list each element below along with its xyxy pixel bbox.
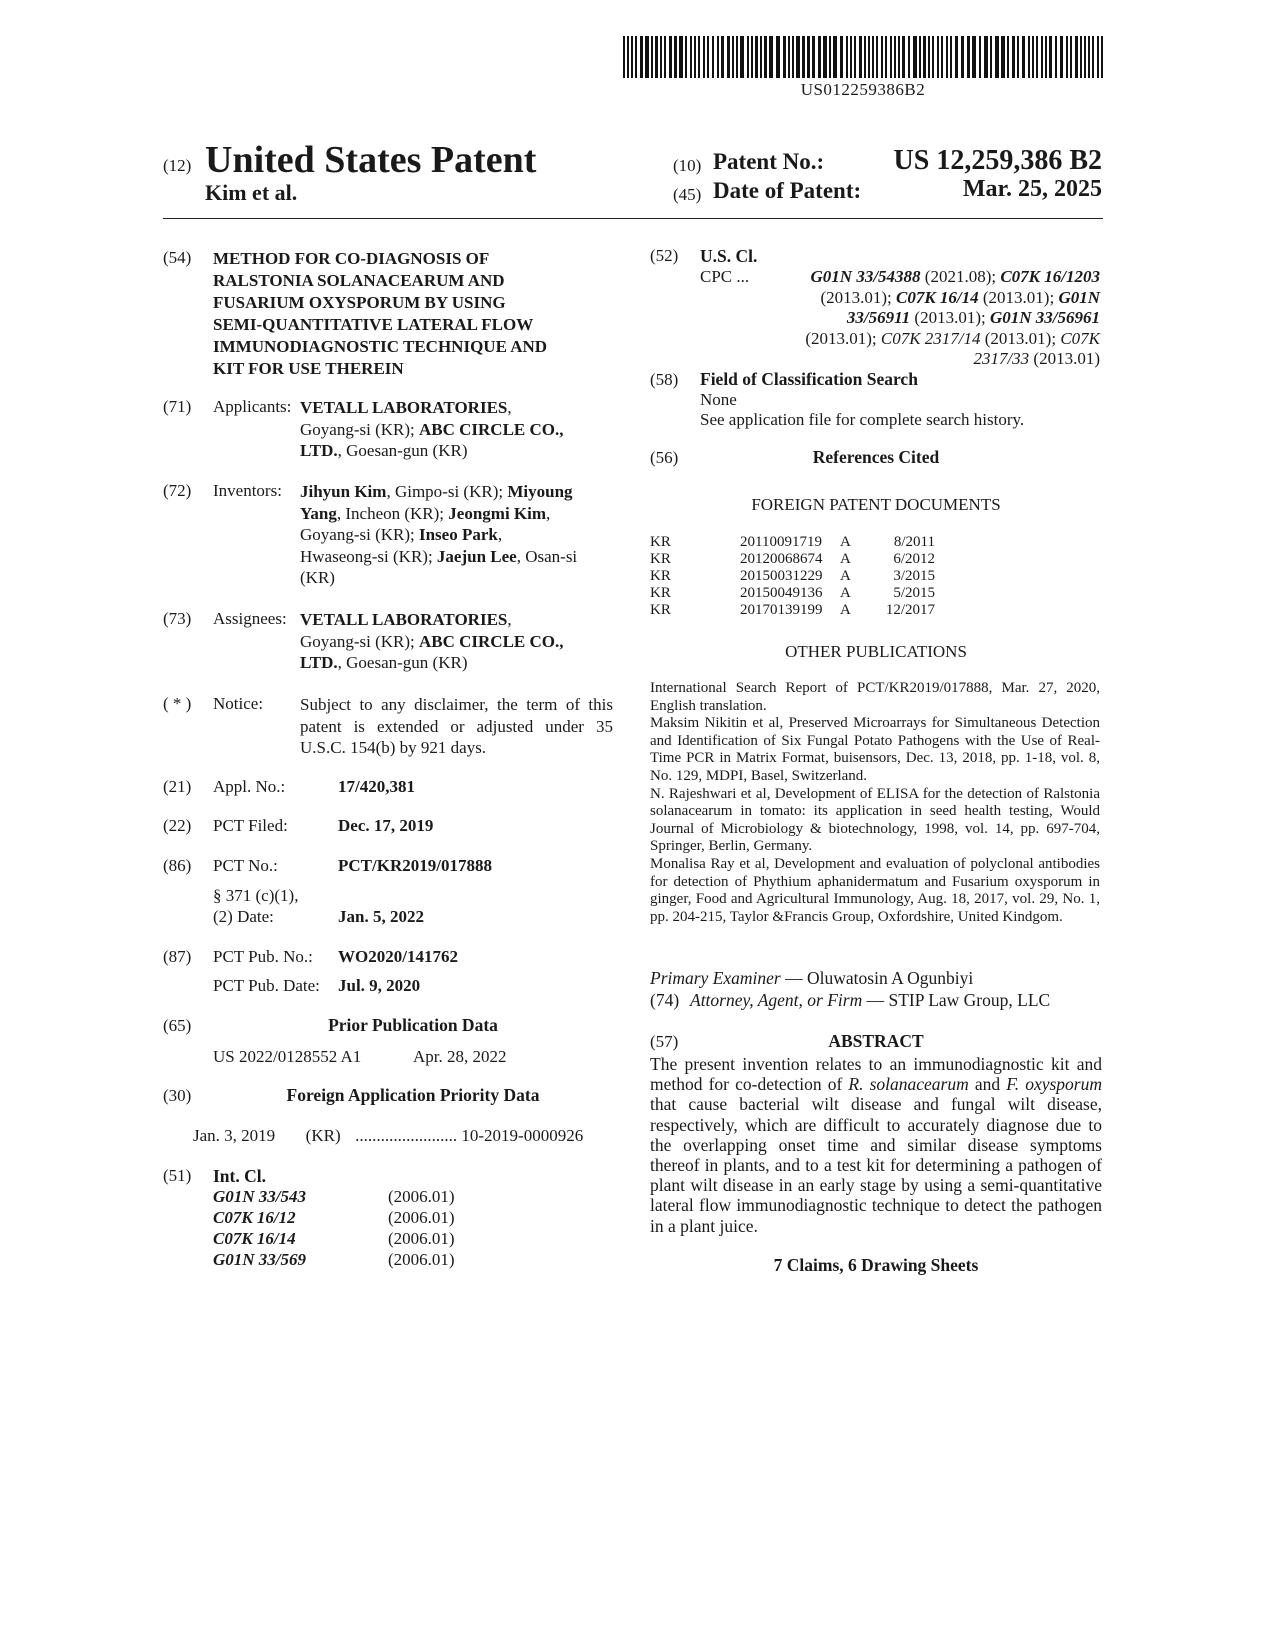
barcode-bar: [727, 36, 730, 78]
barcode-bar: [1066, 36, 1068, 78]
barcode-bar: [685, 36, 687, 78]
barcode-bar: [919, 36, 921, 78]
applicants-code: (71): [163, 397, 192, 416]
barcode-bar: [655, 36, 658, 78]
barcode-bar: [736, 36, 738, 78]
assignees-code: (73): [163, 609, 192, 628]
barcode-bar: [955, 36, 958, 78]
foreign-doc-row: KR 20150049136 A 5/2015: [650, 585, 935, 601]
barcode-bar: [829, 36, 831, 78]
pct-pub-date-label: PCT Pub. Date:: [213, 976, 320, 995]
pct-no-label: PCT No.:: [213, 856, 278, 875]
int-cl-row: G01N 33/569 (2006.01): [213, 1250, 455, 1269]
barcode-bar: [703, 36, 705, 78]
barcode-bar: [1060, 36, 1063, 78]
foreign-doc-row: KR 20110091719 A 8/2011: [650, 534, 935, 550]
other-publications: [650, 680, 1100, 926]
publication-entry: International Search Report of PCT/KR2019/017888, Mar. 27, 2020, English translation.: [650, 680, 1100, 714]
assignees-value: VETALL LABORATORIES, Goyang-si (KR); ABC CIRCLE CO., LTD., Goesan-gun (KR): [300, 610, 564, 672]
barcode-bar: [712, 36, 714, 78]
barcode-bar: [707, 36, 709, 78]
barcode-bar: [717, 36, 719, 78]
field-search-note: See application file for complete search history.: [700, 410, 1025, 429]
us-cl-code: (52): [650, 246, 679, 265]
barcode-bar: [854, 36, 856, 78]
barcode-bar: [846, 36, 848, 78]
barcode-bar: [890, 36, 892, 78]
barcode-bar: [645, 36, 649, 78]
barcode-bar: [932, 36, 934, 78]
notice-label: Notice:: [213, 694, 264, 713]
appl-value: 17/420,381: [338, 777, 415, 796]
barcode-bar: [755, 36, 758, 78]
title-line: FUSARIUM OXYSPORUM BY USING: [213, 293, 506, 312]
publication-entry: Monalisa Ray et al, Development and evaluation of polyclonal antibodies for detection of Phythium aphanidermatum and Fusarium oxysporum in ginger, Food and Agricultural Immunology, Aug. 18, 2017, vol. 29, No. 1, pp. 204-215, Taylor &Francis Group, Oxfordshire, United Kindgom.: [650, 855, 1100, 925]
appl-code: (21): [163, 777, 192, 796]
int-cl-row: G01N 33/543 (2006.01): [213, 1187, 455, 1206]
barcode-bar: [679, 36, 683, 78]
inventor-name: Jihyun Kim: [300, 482, 387, 501]
foreign-doc-row: KR 20170139199 A 12/2017: [650, 602, 935, 618]
barcode-bar: [1045, 36, 1047, 78]
foreign-doc-row: KR 20150031229 A 3/2015: [650, 568, 935, 584]
inventors-label: Inventors:: [213, 481, 282, 500]
date-of-patent-label: Date of Patent:: [713, 178, 862, 203]
pct-no-value: PCT/KR2019/017888: [338, 856, 492, 875]
barcode-bar: [1036, 36, 1038, 78]
inventor-name: Jaejun Lee: [436, 546, 517, 566]
applicants-label: Applicants:: [213, 397, 292, 416]
int-cl-row: C07K 16/12 (2006.01): [213, 1208, 455, 1227]
title-line: IMMUNODIAGNOSTIC TECHNIQUE AND: [213, 337, 548, 356]
refs-code: (56): [650, 448, 679, 467]
kind-code-45: (45): [673, 185, 702, 204]
inventors-code: (72): [163, 481, 192, 500]
s371-line1: § 371 (c)(1),: [213, 886, 299, 905]
priority-country: (KR): [305, 1126, 341, 1145]
abstract-heading: ABSTRACT: [828, 1031, 924, 1051]
barcode-bar: [631, 36, 633, 78]
barcode-bar: [872, 36, 874, 78]
publication-entry: Maksim Nikitin et al, Preserved Microarrays for Simultaneous Detection and Identification of Six Fungal Potato Pathogens with the Use of Real-Time PCR in Matrix Format, buisensors, Dec. 13, 2018, pp. 1-18, vol. 8, No. 129, MDPI, Basel, Switzerland.: [650, 715, 1100, 784]
barcode-bar: [802, 36, 805, 78]
barcode-bar: [783, 36, 786, 78]
inventor-name: Miyoung: [507, 482, 573, 501]
abstract-text: The present invention relates to an immunodiagnostic kit and method for co-detection of R. solanacearum and F. oxysporum that cause bacterial wilt disease and fungal wilt disease, respectively, which are difficult to accurately diagnose due to the overlapping onset time and similar disease symptoms thereof in plants, and to a test kit for determining a pathogen of plant wilt disease in an early stage by using a semi-quantitative lateral flow immunodiagnostic technique to detect the pathogen in a plant juice.: [650, 1054, 1102, 1236]
barcode-bar: [674, 36, 677, 78]
inventor-name: Inseo Park: [418, 525, 498, 544]
kind-code-12: (12): [163, 156, 192, 175]
barcode-bar: [1007, 36, 1009, 78]
barcode-bar: [1101, 36, 1103, 78]
applicant-name: ABC CIRCLE CO.,: [418, 419, 564, 439]
pct-pub-label: PCT Pub. No.:: [213, 947, 313, 966]
barcode: [623, 36, 1103, 78]
barcode-number: US012259386B2: [800, 80, 926, 99]
applicant-name: VETALL LABORATORIES: [300, 398, 508, 417]
title-line: METHOD FOR CO-DIAGNOSIS OF: [213, 249, 490, 268]
barcode-bar: [660, 36, 662, 78]
barcode-bar: [751, 36, 753, 78]
patent-title-heading: United States Patent: [205, 139, 537, 181]
barcode-bar: [747, 36, 749, 78]
barcode-bar: [840, 36, 843, 78]
barcode-bar: [946, 36, 948, 78]
priority-number: 10-2019-0000926: [461, 1126, 584, 1145]
applicant-name: LTD.: [300, 441, 338, 460]
barcode-bar: [760, 36, 762, 78]
attorney-code: (74): [650, 990, 680, 1010]
barcode-bar: [1097, 36, 1099, 78]
title-code: (54): [163, 248, 192, 267]
barcode-bar: [776, 36, 780, 78]
publication-entry: N. Rajeshwari et al, Development of ELISA for the detection of Ralstonia solanacearum in tomato: its application in seed health testing, Would Journal of Microbiology & biotechnology, 1998, vol. 14, pp. 697-704, Springer, Berlin, Germany.: [650, 785, 1100, 855]
barcode-bar: [833, 36, 837, 78]
barcode-bar: [669, 36, 672, 78]
barcode-bar: [1028, 36, 1030, 78]
s371-line2: (2) Date:: [213, 907, 274, 926]
title-line: RALSTONIA SOLANACEARUM AND: [213, 271, 505, 290]
barcode-bar: [937, 36, 939, 78]
claims-summary: 7 Claims, 6 Drawing Sheets: [773, 1255, 979, 1275]
foreign-doc-row: KR 20120068674 A 6/2012: [650, 551, 935, 567]
prior-pub-code: (65): [163, 1016, 192, 1035]
s371-date: Jan. 5, 2022: [338, 907, 424, 926]
foreign-docs-heading: FOREIGN PATENT DOCUMENTS: [751, 495, 1001, 514]
barcode-bar: [908, 36, 910, 78]
barcode-bar: [1049, 36, 1052, 78]
barcode-bar: [1084, 36, 1086, 78]
patent-no-value: US 12,259,386 B2: [893, 145, 1102, 176]
inventor-name: Yang: [300, 503, 337, 523]
barcode-bar: [1070, 36, 1072, 78]
barcode-bar: [1088, 36, 1090, 78]
barcode-bar: [868, 36, 870, 78]
barcode-bar: [876, 36, 878, 78]
barcode-bar: [640, 36, 643, 78]
appl-label: Appl. No.:: [213, 777, 286, 796]
barcode-bar: [823, 36, 827, 78]
barcode-bar: [1001, 36, 1005, 78]
us-cl-heading: U.S. Cl.: [700, 246, 758, 266]
int-cl-code: (51): [163, 1166, 192, 1185]
barcode-bar: [984, 36, 988, 78]
barcode-bar: [812, 36, 815, 78]
barcode-bar: [950, 36, 952, 78]
foreign-priority-heading: Foreign Application Priority Data: [286, 1085, 540, 1105]
invention-title: [213, 248, 633, 380]
foreign-priority-row: [193, 1126, 613, 1146]
date-of-patent-value: Mar. 25, 2025: [962, 176, 1102, 202]
barcode-bar: [651, 36, 653, 78]
pct-filed-label: PCT Filed:: [213, 816, 288, 835]
notice-text: Subject to any disclaimer, the term of this patent is extended or adjusted under 35 U.S.C. 154(b) by 921 days.: [300, 695, 613, 757]
barcode-bar: [1075, 36, 1078, 78]
barcode-bar: [864, 36, 866, 78]
barcode-bar: [698, 36, 700, 78]
barcode-bar: [788, 36, 790, 78]
priority-date: Jan. 3, 2019: [193, 1126, 276, 1145]
pct-no-code: (86): [163, 856, 192, 875]
int-cl-row: C07K 16/14 (2006.01): [213, 1229, 455, 1248]
barcode-bar: [894, 36, 896, 78]
patent-no-label: Patent No.:: [713, 149, 825, 174]
attorney: Attorney, Agent, or Firm — STIP Law Group, LLC: [690, 990, 1051, 1010]
prior-pub-date: Apr. 28, 2022: [413, 1047, 507, 1066]
barcode-bar: [1032, 36, 1034, 78]
assignees-label: Assignees:: [213, 609, 287, 628]
abstract-code: (57): [650, 1032, 679, 1051]
assignee-name: LTD.: [300, 653, 338, 672]
pct-filed-code: (22): [163, 816, 192, 835]
barcode-bar: [690, 36, 692, 78]
inventors-value: Jihyun Kim, Gimpo-si (KR); Miyoung Yang, Incheon (KR); Jeongmi Kim, Goyang-si (KR); Inseo Park, Hwaseong-si (KR); Jaejun Lee, Osan-si (KR): [300, 482, 578, 587]
barcode-bar: [721, 36, 724, 78]
kind-code-10: (10): [673, 156, 702, 175]
int-cl-heading: Int. Cl.: [213, 1166, 266, 1186]
barcode-bar: [1041, 36, 1043, 78]
cpc-classifications: G01N 33/54388 (2021.08); C07K 16/1203 (2013.01); C07K 16/14 (2013.01); G01N 33/56911 (2013.01); G01N 33/56961 (2013.01); C07K 2317/14 (2013.01); C07K 2317/33 (2013.01): [805, 267, 1100, 368]
barcode-bar: [961, 36, 964, 78]
barcode-bar: [1080, 36, 1082, 78]
barcode-bar: [967, 36, 970, 78]
barcode-bar: [923, 36, 926, 78]
barcode-bar: [796, 36, 800, 78]
barcode-bar: [928, 36, 930, 78]
barcode-bar: [1022, 36, 1025, 78]
barcode-bar: [627, 36, 629, 78]
other-pubs-heading: OTHER PUBLICATIONS: [785, 642, 967, 661]
barcode-bar: [898, 36, 900, 78]
pct-filed-value: Dec. 17, 2019: [338, 816, 434, 835]
barcode-bar: [1017, 36, 1019, 78]
assignee-name: ABC CIRCLE CO.,: [418, 631, 564, 651]
barcode-bar: [995, 36, 999, 78]
barcode-bar: [902, 36, 905, 78]
barcode-bar: [732, 36, 734, 78]
barcode-bar: [859, 36, 862, 78]
header-divider: [163, 218, 1103, 219]
pct-pub-value: WO2020/141762: [338, 947, 458, 966]
barcode-bar: [740, 36, 744, 78]
barcode-bar: [972, 36, 976, 78]
first-inventor: Kim et al.: [205, 180, 298, 205]
barcode-bar: [818, 36, 821, 78]
prior-pub-heading: Prior Publication Data: [328, 1015, 498, 1035]
field-search-code: (58): [650, 370, 679, 389]
priority-leader: ........................: [355, 1126, 458, 1145]
barcode-bar: [850, 36, 852, 78]
title-line: SEMI-QUANTITATIVE LATERAL FLOW: [213, 315, 534, 334]
barcode-bar: [941, 36, 943, 78]
barcode-bar: [1092, 36, 1094, 78]
barcode-bar: [635, 36, 637, 78]
barcode-bar: [664, 36, 666, 78]
cpc-label: CPC ...: [700, 267, 750, 286]
barcode-bar: [1012, 36, 1015, 78]
pct-pub-date-value: Jul. 9, 2020: [338, 976, 421, 995]
prior-pub-number: US 2022/0128552 A1: [213, 1047, 362, 1066]
barcode-bar: [764, 36, 767, 78]
applicants-value: VETALL LABORATORIES, Goyang-si (KR); ABC CIRCLE CO., LTD., Goesan-gun (KR): [300, 398, 564, 460]
barcode-bar: [792, 36, 794, 78]
assignee-name: VETALL LABORATORIES: [300, 610, 508, 629]
primary-examiner: Primary Examiner — Oluwatosin A Ogunbiyi: [650, 968, 974, 988]
barcode-bar: [979, 36, 981, 78]
barcode-bar: [881, 36, 883, 78]
barcode-bar: [807, 36, 810, 78]
barcode-bar: [885, 36, 887, 78]
title-line: KIT FOR USE THEREIN: [213, 359, 404, 378]
refs-heading: References Cited: [812, 447, 940, 467]
field-search-none: None: [700, 390, 737, 409]
foreign-priority-code: (30): [163, 1086, 192, 1105]
barcode-bar: [623, 36, 625, 78]
notice-code: ( * ): [163, 694, 192, 713]
barcode-bar: [769, 36, 773, 78]
inventor-name: Jeongmi Kim: [448, 503, 547, 523]
barcode-bar: [694, 36, 696, 78]
barcode-bar: [913, 36, 917, 78]
barcode-bar: [1055, 36, 1057, 78]
barcode-bar: [990, 36, 992, 78]
field-search-heading: Field of Classification Search: [700, 369, 918, 389]
pct-pub-code: (87): [163, 947, 192, 966]
